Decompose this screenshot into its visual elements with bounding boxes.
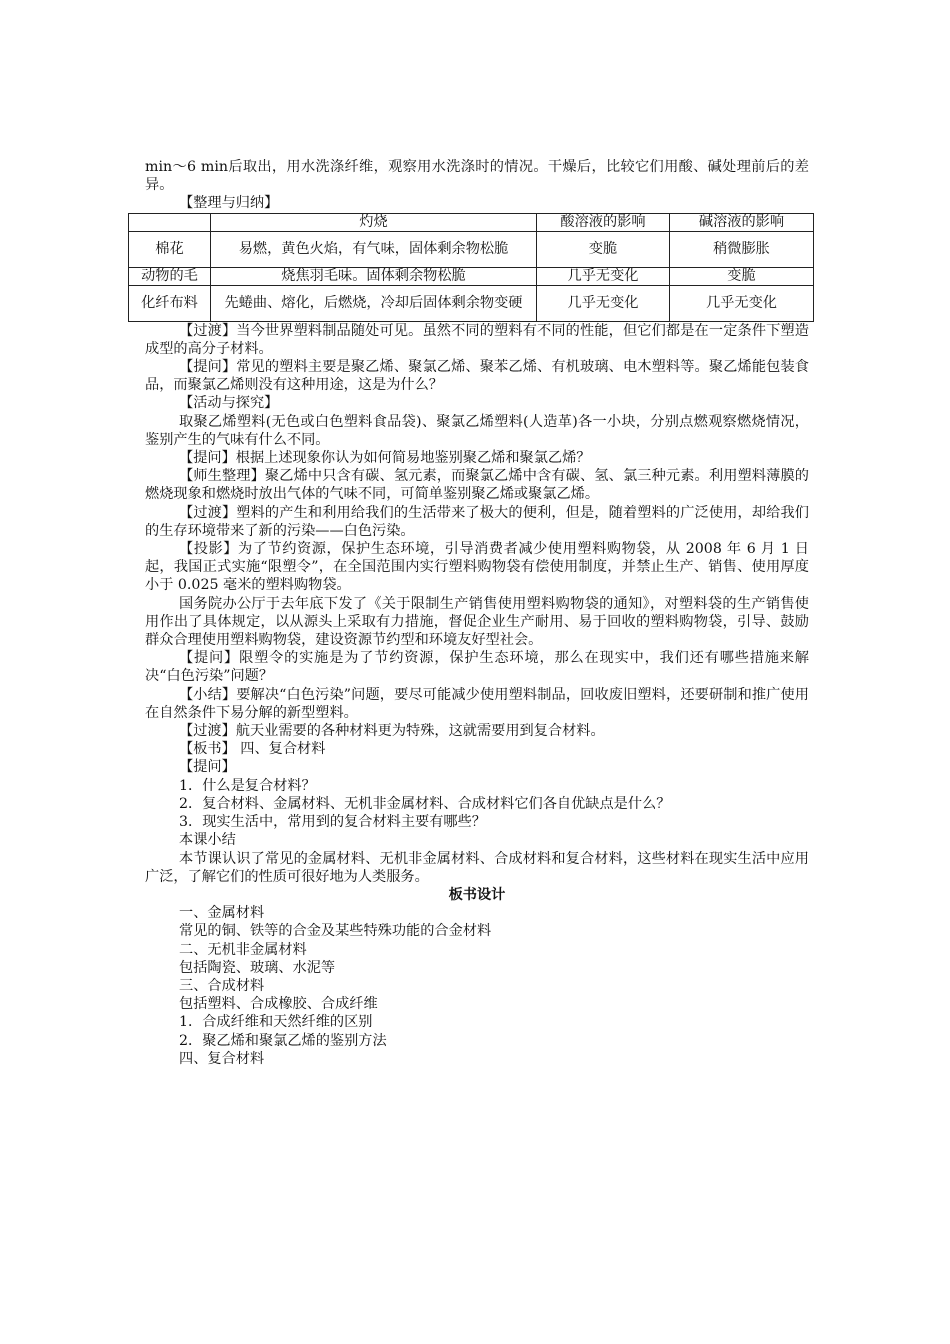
board-line: 1．合成纤维和天然纤维的区别 bbox=[179, 1014, 373, 1031]
question-item: 3．现实生活中，常用到的复合材料主要有哪些？ bbox=[179, 814, 486, 831]
paragraph: 【活动与探究】 bbox=[179, 395, 279, 412]
table-cell: 易燃，黄色火焰，有气味，固体剩余物松脆 bbox=[211, 231, 537, 267]
table-header-cell: 灼烧 bbox=[211, 213, 537, 231]
board-line: 三、合成材料 bbox=[179, 977, 265, 994]
paragraph: 【板书】 四、复合材料 bbox=[179, 741, 326, 758]
table-cell: 变脆 bbox=[537, 231, 670, 267]
paragraph: 【小结】要解决“白色污染”问题，要尽可能减少使用塑料制品，回收废旧塑料，还要研制和推广使用在自然条件下易分解的新型塑料。 bbox=[145, 686, 809, 721]
board-line: 常见的铜、铁等的合金及某些特殊功能的合金材料 bbox=[179, 923, 492, 940]
paragraph: 【提问】根据上述现象你认为如何简易地鉴别聚乙烯和聚氯乙烯？ bbox=[179, 450, 591, 467]
question-item: 2．复合材料、金属材料、无机非金属材料、合成材料它们各自优缺点是什么？ bbox=[179, 795, 671, 812]
table-cell: 烧焦羽毛味。固体剩余物松脆 bbox=[211, 267, 537, 285]
table-cell: 几乎无变化 bbox=[670, 285, 814, 321]
table-cell: 稍微膨胀 bbox=[670, 231, 814, 267]
paragraph: 【提问】 bbox=[179, 759, 236, 776]
paragraph: 【过渡】当今世界塑料制品随处可见。虽然不同的塑料有不同的性能，但它们都是在一定条件下塑造成型的高分子材料。 bbox=[145, 322, 809, 357]
comparison-table bbox=[128, 213, 814, 322]
board-line: 一、金属材料 bbox=[179, 905, 265, 922]
table-row bbox=[129, 231, 814, 267]
paragraph: 【提问】限塑令的实施是为了节约资源，保护生态环境，那么在现实中，我们还有哪些措施来解决“白色污染”问题？ bbox=[145, 650, 809, 685]
table-header-cell bbox=[129, 213, 211, 231]
table-cell: 棉花 bbox=[129, 231, 211, 267]
board-line: 二、无机非金属材料 bbox=[179, 941, 307, 958]
paragraph: 【提问】常见的塑料主要是聚乙烯、聚氯乙烯、聚苯乙烯、有机玻璃、电木塑料等。聚乙烯能包装食品，而聚氯乙烯则没有这种用途，这是为什么？ bbox=[145, 359, 809, 394]
summary-heading: 【整理与归纳】 bbox=[179, 195, 279, 212]
table-header-row bbox=[129, 213, 814, 231]
paragraph: 国务院办公厅于去年底下发了《关于限制生产销售使用塑料购物袋的通知》，对塑料袋的生产销售使用作出了具体规定，以从源头上采取有力措施，督促企业生产耐用、易于回收的塑料购物袋，引导、鼓励群众合理使用塑料购物袋，建设资源节约型和环境友好型社会。 bbox=[145, 595, 809, 649]
table-cell: 几乎无变化 bbox=[537, 285, 670, 321]
paragraph: 【过渡】航天业需要的各种材料更为特殊，这就需要用到复合材料。 bbox=[179, 723, 605, 740]
table-row bbox=[129, 285, 814, 321]
intro-paragraph: min～6 min后取出，用水洗涤纤维，观察用水洗涤时的情况。干燥后，比较它们用酸、碱处理前后的差异。 bbox=[145, 159, 809, 194]
table-header-cell: 酸溶液的影响 bbox=[537, 213, 670, 231]
document-page bbox=[141, 158, 809, 1068]
lesson-summary-heading: 本课小结 bbox=[179, 832, 236, 849]
board-design-title: 板书设计 bbox=[448, 886, 506, 903]
paragraph: 取聚乙烯塑料(无色或白色塑料食品袋)、聚氯乙烯塑料(人造革)各一小块，分别点燃观察燃烧情况，鉴别产生的气味有什么不同。 bbox=[145, 413, 809, 448]
table-cell: 动物的毛 bbox=[129, 267, 211, 285]
table-header-cell: 碱溶液的影响 bbox=[670, 213, 814, 231]
paragraph: 本节课认识了常见的金属材料、无机非金属材料、合成材料和复合材料，这些材料在现实生活中应用广泛，了解它们的性质可很好地为人类服务。 bbox=[145, 850, 809, 885]
question-item: 1．什么是复合材料？ bbox=[179, 777, 316, 794]
board-line: 2．聚乙烯和聚氯乙烯的鉴别方法 bbox=[179, 1032, 387, 1049]
board-line: 包括塑料、合成橡胶、合成纤维 bbox=[179, 996, 378, 1013]
paragraph: 【过渡】塑料的产生和利用给我们的生活带来了极大的便利，但是，随着塑料的广泛使用，却给我们的生存环境带来了新的污染——白色污染。 bbox=[145, 504, 809, 539]
table-cell: 化纤布料 bbox=[129, 285, 211, 321]
table-cell: 先蜷曲、熔化，后燃烧，冷却后固体剩余物变硬 bbox=[211, 285, 537, 321]
table-cell: 几乎无变化 bbox=[537, 267, 670, 285]
paragraph: 【投影】为了节约资源，保护生态环境，引导消费者减少使用塑料购物袋，从 2008 年 6 月 1 日起，我国正式实施“限塑令”，在全国范围内实行塑料购物袋有偿使用制度，并禁止生产、销售、使用厚度小于 0.025 毫米的塑料购物袋。 bbox=[145, 541, 809, 594]
paragraph: 【师生整理】聚乙烯中只含有碳、氢元素，而聚氯乙烯中含有碳、氢、氯三种元素。利用塑料薄膜的燃烧现象和燃烧时放出气体的气味不同，可简单鉴别聚乙烯或聚氯乙烯。 bbox=[145, 468, 809, 503]
table-cell: 变脆 bbox=[670, 267, 814, 285]
board-line: 四、复合材料 bbox=[179, 1050, 265, 1067]
table-row bbox=[129, 267, 814, 285]
board-line: 包括陶瓷、玻璃、水泥等 bbox=[179, 959, 336, 976]
